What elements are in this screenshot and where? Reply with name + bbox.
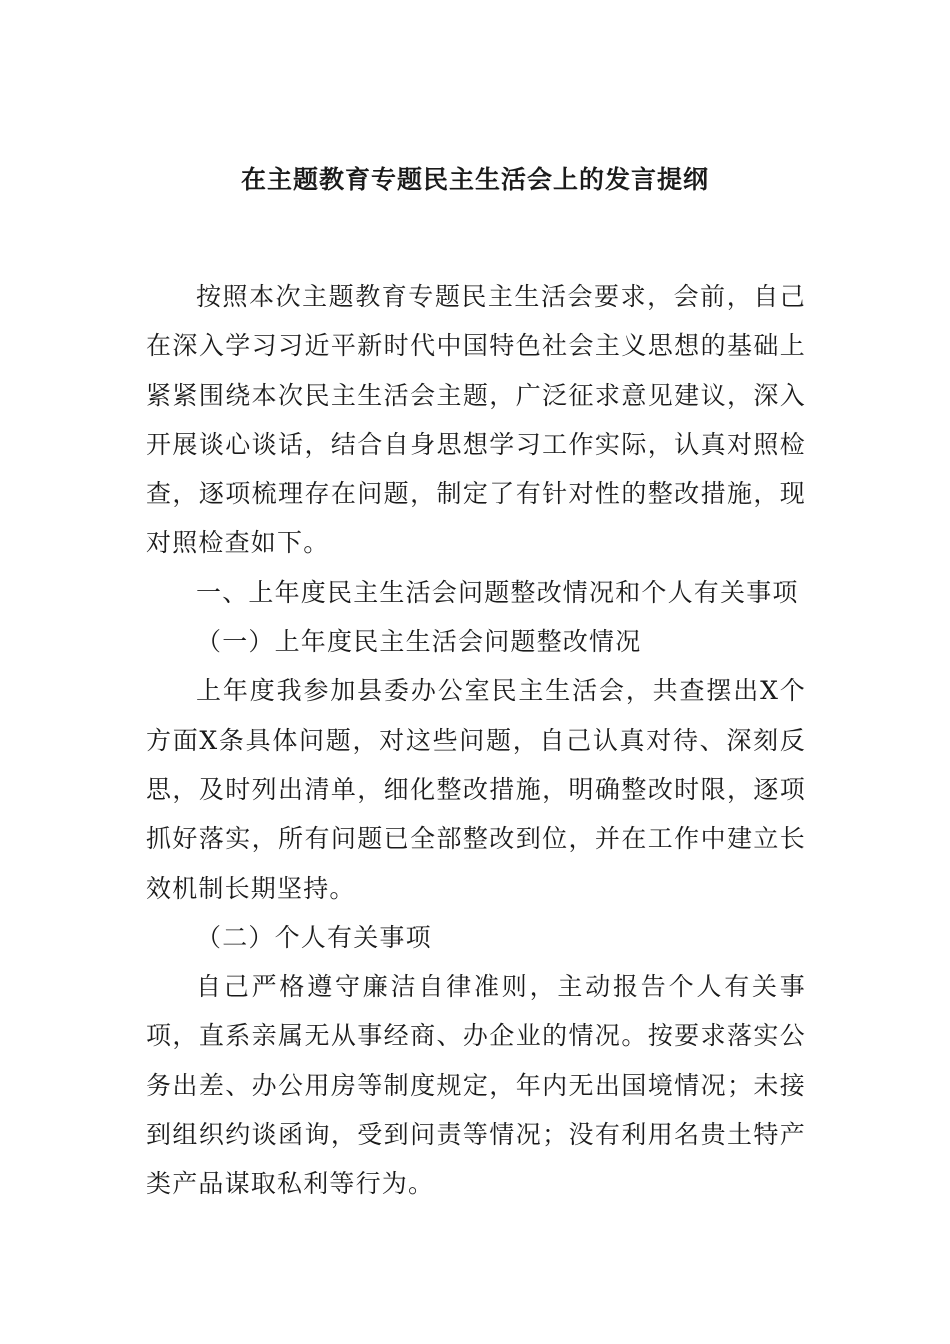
document-title: 在主题教育专题民主生活会上的发言提纲 (240, 165, 709, 194)
section-heading-1: 一、上年度民主生活会问题整改情况和个人有关事项 (196, 577, 799, 607)
document-body (146, 272, 806, 1209)
rectification-paragraph: 上年度我参加县委办公室民主生活会，共查摆出X个方面X条具体问题，对这些问题，自己认真对待、深刻反思，及时列出清单，细化整改措施，明确整改时限，逐项抓好落实，所有问题已全部整改到位，并在工作中建立长效机制长期坚持。 (146, 676, 806, 903)
personal-matters-paragraph: 自己严格遵守廉洁自律准则，主动报告个人有关事项，直系亲属无从事经商、办企业的情况。按要求落实公务出差、办公用房等制度规定，年内无出国境情况；未接到组织约谈函询，受到问责等情况；没有利用名贵土特产类产品谋取私利等行为。 (146, 972, 806, 1199)
subsection-heading-1: （一）上年度民主生活会问题整改情况 (196, 627, 642, 657)
intro-paragraph: 按照本次主题教育专题民主生活会要求，会前，自己在深入学习习近平新时代中国特色社会主义思想的基础上紧紧围绕本次民主生活会主题，广泛征求意见建议，深入开展谈心谈话，结合自身思想学习工作实际，认真对照检查，逐项梳理存在问题，制定了有针对性的整改措施，现对照检查如下。 (146, 282, 806, 558)
subsection-heading-2: （二）个人有关事项 (196, 922, 432, 952)
